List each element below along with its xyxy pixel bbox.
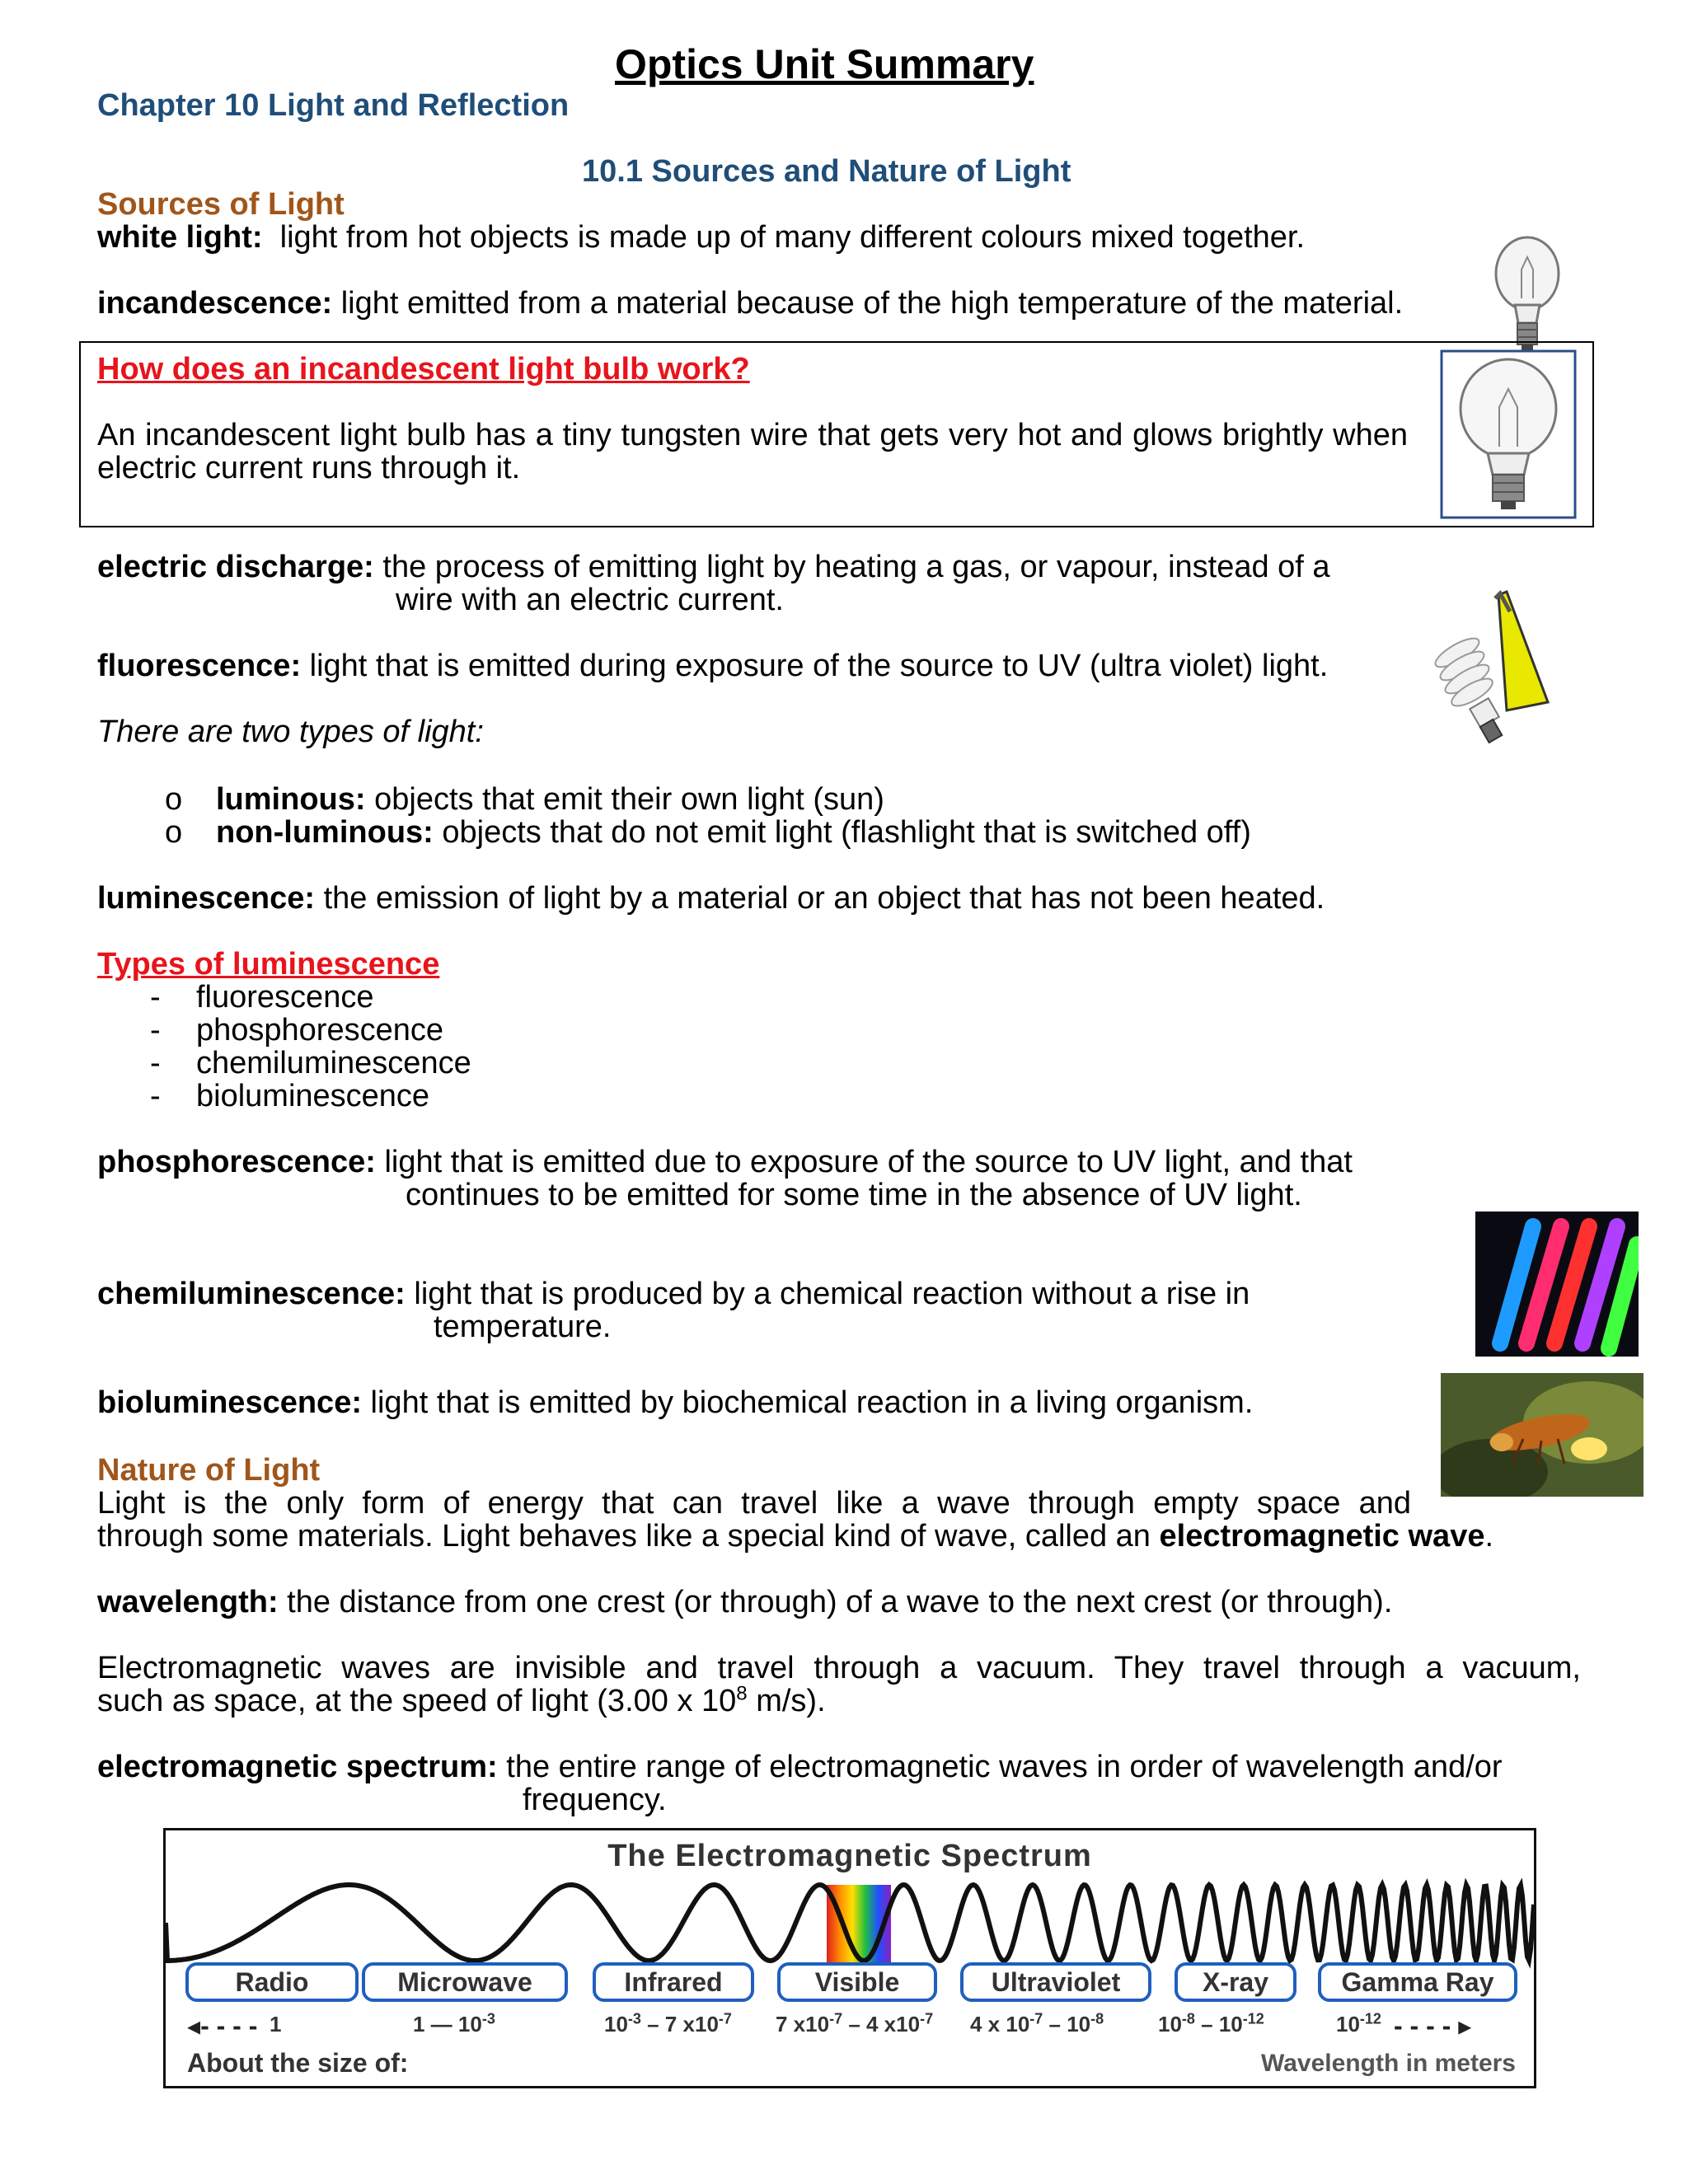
left-arrow: ◂- - - -	[187, 2011, 258, 2041]
term: phosphorescence:	[97, 1145, 376, 1179]
definition: objects that do not emit light (flashlight that is switched off)	[442, 815, 1251, 850]
lum-type-item: fluorescence	[196, 980, 374, 1015]
definition-line1: the entire range of electromagnetic waves in order of wavelength and/or	[506, 1750, 1503, 1784]
electric-discharge-definition	[97, 551, 1330, 583]
light-bulb-framed-image	[1440, 349, 1577, 519]
lum-type-item: phosphorescence	[196, 1013, 443, 1047]
phosphorescence-line2: continues to be emitted for some time in the absence of UV light.	[406, 1178, 1302, 1212]
em-waves-line1: Electromagnetic waves are invisible and travel through a vacuum. They travel through a vacuum,	[97, 1651, 1581, 1685]
right-arrow: - - - - ▸	[1394, 2011, 1472, 2041]
two-types-intro: There are two types of light:	[97, 715, 484, 749]
electric-discharge-line2: wire with an electric current.	[396, 583, 784, 617]
definition: light that is emitted by biochemical reaction in a living organism.	[370, 1385, 1254, 1420]
period: .	[1484, 1519, 1494, 1554]
definition-line1: the process of emitting light by heating a gas, or vapour, instead of a	[382, 550, 1330, 584]
exponent: 8	[736, 1682, 748, 1705]
term: chemiluminescence:	[97, 1277, 406, 1311]
term: fluorescence:	[97, 649, 302, 683]
term: luminescence:	[97, 881, 315, 916]
diagram-title: The Electromagnetic Spectrum	[607, 1839, 1092, 1873]
light-type-non-luminous-text	[216, 816, 1251, 849]
band-visible: Visible	[777, 1962, 937, 2002]
bullet: o	[165, 782, 183, 817]
band-gamma-ray: Gamma Ray	[1318, 1962, 1517, 2002]
band-infrared: Infrared	[593, 1962, 754, 2002]
light-type-non-luminous	[165, 816, 182, 849]
em-spectrum-line2: frequency.	[523, 1783, 667, 1817]
wavelength-definition	[97, 1586, 1392, 1619]
lum-type-dash: -	[150, 1079, 161, 1113]
term: white light:	[97, 220, 263, 255]
em-waves-line2	[97, 1682, 826, 1718]
band-microwave: Microwave	[362, 1962, 568, 2002]
term: electromagnetic spectrum:	[97, 1750, 498, 1784]
definition: the emission of light by a material or an object that has not been heated.	[323, 881, 1325, 916]
fluorescence-definition	[97, 649, 1328, 682]
em-spectrum-diagram	[163, 1828, 1536, 2088]
phosphorescence-definition	[97, 1146, 1353, 1179]
band-radio: Radio	[185, 1962, 359, 2002]
term: bioluminescence:	[97, 1385, 362, 1420]
definition: light emitted from a material because of the high temperature of the material.	[340, 286, 1404, 321]
range-label: 7 $x10^{-7} - 4$ $x10^{-7}$	[776, 2010, 934, 2036]
text: such as space, at the speed of light (3.00 x 10	[97, 1684, 737, 1718]
term: incandescence:	[97, 286, 333, 321]
types-heading: Types of luminescence	[97, 947, 440, 982]
definition-line1: light that is produced by a chemical reaction without a rise in	[414, 1277, 1250, 1311]
em-spectrum-definition	[97, 1750, 1503, 1783]
page-title: Optics Unit Summary	[615, 41, 1034, 87]
range-label: $10^{-8} - 10^{-12}$	[1158, 2010, 1264, 2036]
term: non-luminous:	[216, 815, 434, 850]
incandescence-definition	[97, 287, 1403, 320]
wavelength-axis-label: Wavelength in meters	[1261, 2050, 1516, 2077]
nature-line1: Light is the only form of energy that can travel like a wave through empty space and	[97, 1486, 1411, 1521]
nature-heading: Nature of Light	[97, 1453, 321, 1488]
luminescence-definition	[97, 882, 1325, 915]
definition: objects that emit their own light (sun)	[374, 782, 884, 817]
range-label: $10^{-12}$	[1336, 2010, 1381, 2036]
term: wavelength:	[97, 1585, 279, 1619]
term: luminous:	[216, 782, 366, 817]
term: electric discharge:	[97, 550, 374, 584]
box-text: An incandescent light bulb has a tiny tungsten wire that gets very hot and glows brightly when electric current runs through it.	[97, 418, 1408, 485]
text-end: m/s).	[747, 1684, 826, 1718]
definition: light that is emitted during exposure of the source to UV (ultra violet) light.	[309, 649, 1329, 683]
lum-type-dash: -	[150, 1013, 161, 1047]
definition-line1: light that is emitted due to exposure of the source to UV light, and that	[384, 1145, 1353, 1179]
text: through some materials. Light behaves like a special kind of wave, called an	[97, 1519, 1151, 1554]
light-type-luminous-text	[216, 783, 884, 816]
range-label: 1 — $10^{-3}$	[413, 2010, 495, 2036]
lum-type-item: chemiluminescence	[196, 1046, 471, 1080]
firefly-image	[1441, 1373, 1643, 1497]
definition: light from hot objects is made up of many different colours mixed together.	[279, 220, 1306, 255]
white-light-definition	[97, 221, 1305, 254]
light-type-luminous	[165, 783, 182, 816]
range-label: 4 x $10^{-7} - 10^{-8}$	[970, 2010, 1104, 2036]
lum-type-dash: -	[150, 980, 161, 1015]
lum-type-dash: -	[150, 1046, 161, 1080]
lum-type-item: bioluminescence	[196, 1079, 430, 1113]
band-ultraviolet: Ultraviolet	[960, 1962, 1151, 2002]
chapter-heading: Chapter 10 Light and Reflection	[97, 88, 570, 123]
range-label: 1	[270, 2012, 282, 2036]
nature-line2	[97, 1520, 1493, 1553]
band-x-ray: X-ray	[1175, 1962, 1296, 2002]
chemiluminescence-line2: temperature.	[434, 1310, 612, 1344]
chemiluminescence-definition	[97, 1277, 1250, 1310]
fluorescent-lamp-image	[1424, 587, 1556, 752]
bullet: o	[165, 815, 183, 850]
range-label: $10^{-3} - 7$ $x10^{-7}$	[604, 2010, 732, 2036]
definition: the distance from one crest (or through) of a wave to the next crest (or through).	[287, 1585, 1393, 1619]
em-wave-graphic	[166, 1873, 1534, 1972]
bold-term: electromagnetic wave	[1159, 1519, 1485, 1554]
about-label: About the size of:	[187, 2048, 409, 2078]
section-heading: 10.1 Sources and Nature of Light	[582, 154, 1071, 189]
light-bulb-small-image	[1490, 232, 1564, 356]
bioluminescence-definition	[97, 1386, 1253, 1419]
sources-heading: Sources of Light	[97, 187, 345, 222]
glow-sticks-image	[1475, 1212, 1639, 1357]
box-heading: How does an incandescent light bulb work?	[97, 352, 750, 387]
